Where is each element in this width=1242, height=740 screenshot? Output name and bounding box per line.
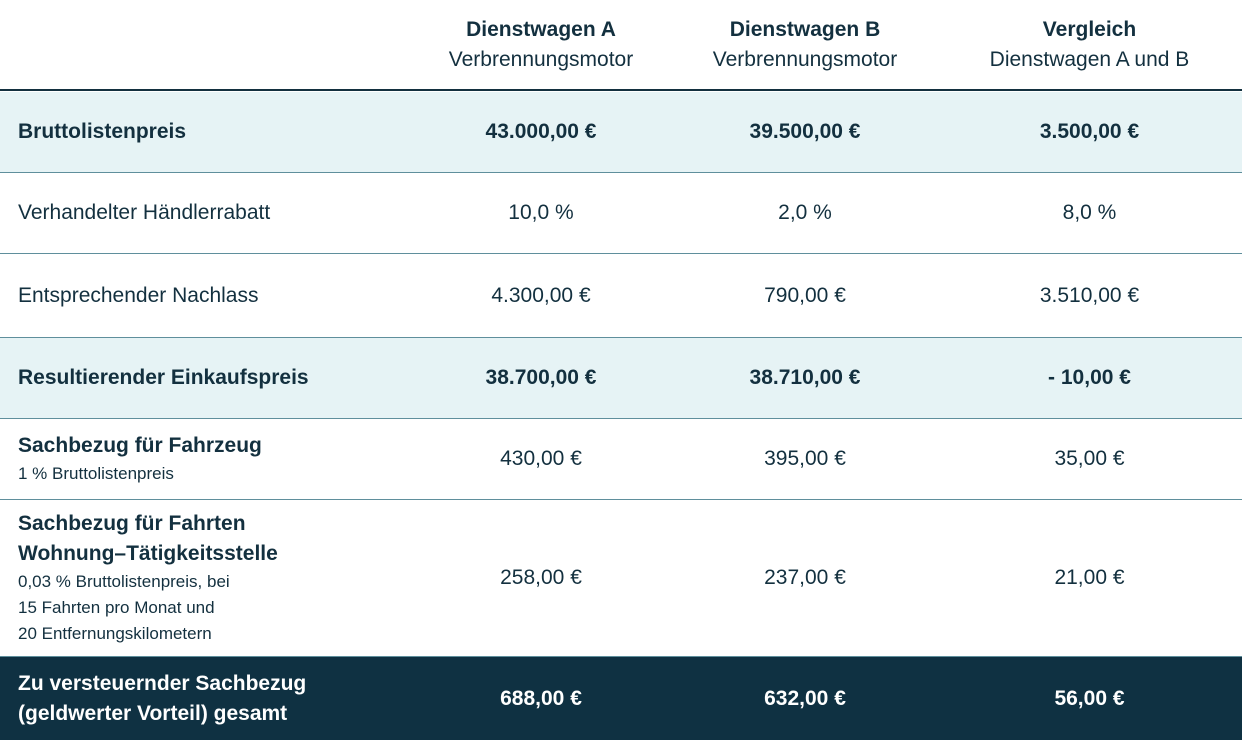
- header-col-a-title: Dienstwagen A: [466, 17, 616, 41]
- value-a: 4.300,00 €: [491, 283, 591, 307]
- value-a: 688,00 €: [500, 686, 582, 710]
- row-label: Verhandelter Händlerrabatt: [18, 201, 271, 224]
- row-label: Entsprechender Nachlass: [18, 283, 259, 307]
- row-label-block: [0, 509, 409, 647]
- header-col-a: [409, 15, 673, 75]
- row-label-block: [0, 669, 409, 729]
- row-note-line-3: 20 Entfernungskilometern: [18, 624, 212, 643]
- row-label: Resultierender Einkaufspreis: [18, 366, 309, 389]
- value-a: 10,0 %: [508, 201, 574, 224]
- row-note: 1 % Bruttolistenpreis: [18, 464, 174, 483]
- value-b: 632,00 €: [764, 686, 846, 710]
- value-compare: 56,00 €: [1054, 686, 1125, 710]
- table-header: [0, 0, 1242, 91]
- value-compare: 3.510,00 €: [1039, 283, 1140, 307]
- value-a: 38.700,00 €: [485, 366, 597, 389]
- header-col-a-subtitle: Verbrennungsmotor: [448, 47, 634, 71]
- table-row: [0, 254, 1242, 338]
- value-b: 237,00 €: [764, 566, 846, 589]
- header-col-b-subtitle: Verbrennungsmotor: [712, 47, 898, 71]
- table-row: [0, 92, 1242, 173]
- table-row: [0, 338, 1242, 419]
- row-label-line-2: (geldwerter Vorteil) gesamt: [18, 701, 288, 725]
- row-label-line-1: Sachbezug für Fahrten: [18, 512, 246, 535]
- header-col-c: [937, 15, 1242, 75]
- header-col-b-title: Dienstwagen B: [729, 17, 881, 41]
- header-col-c-subtitle: Dienstwagen A und B: [989, 47, 1190, 71]
- row-label-line-2: Wohnung–Tätigkeitsstelle: [18, 542, 278, 565]
- row-label-block: [0, 431, 409, 487]
- table-row: [0, 500, 1242, 657]
- value-b: 38.710,00 €: [749, 366, 861, 389]
- value-a: 43.000,00 €: [485, 120, 597, 143]
- row-label: Sachbezug für Fahrzeug: [18, 434, 262, 457]
- row-label-line-1: Zu versteuernder Sachbezug: [18, 671, 307, 695]
- row-note-line-1: 0,03 % Bruttolistenpreis, bei: [18, 572, 230, 591]
- value-a: 430,00 €: [500, 447, 582, 470]
- value-compare: - 10,00 €: [1048, 366, 1131, 389]
- value-compare: 8,0 %: [1062, 201, 1117, 224]
- header-col-b: [673, 15, 937, 75]
- value-compare: 21,00 €: [1054, 566, 1125, 589]
- total-row: [0, 657, 1242, 740]
- value-b: 395,00 €: [764, 447, 846, 470]
- table-row: [0, 419, 1242, 500]
- row-label: Bruttolistenpreis: [18, 120, 187, 143]
- value-a: 258,00 €: [500, 566, 582, 589]
- row-note-line-2: 15 Fahrten pro Monat und: [18, 598, 215, 617]
- value-b: 2,0 %: [778, 201, 832, 224]
- header-col-c-title: Vergleich: [1042, 17, 1137, 41]
- value-b: 39.500,00 €: [749, 120, 861, 143]
- value-compare: 35,00 €: [1054, 447, 1125, 470]
- value-b: 790,00 €: [764, 283, 846, 307]
- table-row: [0, 173, 1242, 254]
- value-compare: 3.500,00 €: [1039, 120, 1140, 143]
